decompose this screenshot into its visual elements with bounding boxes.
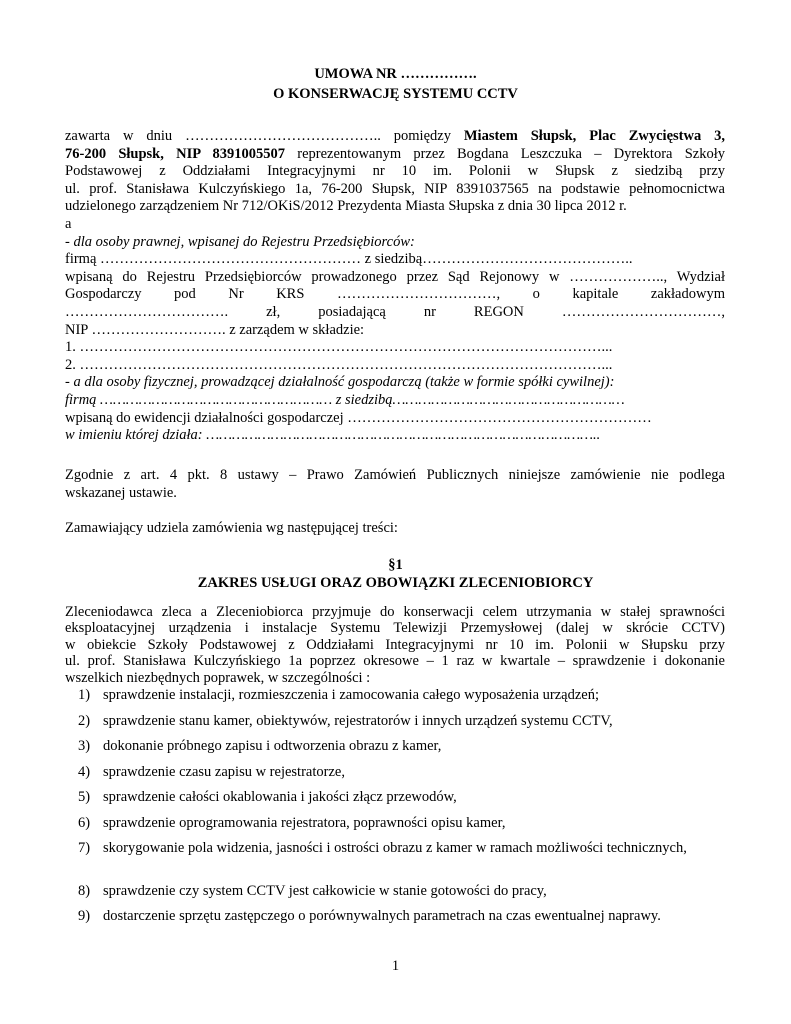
parties-text: zawarta w dniu ………………………………….. pomiędzy — [65, 128, 464, 144]
list-number: 5) — [78, 789, 91, 805]
page-number: 1 — [391, 958, 400, 974]
list-item — [78, 713, 730, 731]
list-item — [78, 687, 730, 705]
party-name-bold: Miastem Słupsk, Plac Zwycięstwa 3, — [463, 128, 725, 144]
parties-line: a — [65, 215, 72, 232]
list-number: 7) — [78, 840, 91, 856]
paragraph-line: ul. prof. Stanisława Kulczyńskiego 1a poprzez okresowe – 1 raz w kwartale – sprawdzenie i dokonanie — [65, 653, 725, 670]
fill-in-line: wpisaną do ewidencji działalności gospodarczej ……………………………………………………… — [65, 409, 652, 426]
list-number: 9) — [78, 908, 91, 924]
paragraph-line: w obiekcie Szkoły Podstawowej z Oddziałami Integracyjnymi nr 10 im. Polonii w Słupsku przy — [65, 636, 725, 653]
contract-title-number: UMOWA NR ……………. — [314, 66, 477, 82]
natural-person-heading: - a dla osoby fizycznej, prowadzącej działalność gospodarczą (także w formie spółki cywilnej): — [65, 374, 615, 391]
paragraph-line: eksploatacyjnej urządzenia i instalacje Systemu Telewizji Przemysłowej (dalej w skrócie CCTV) — [65, 620, 725, 637]
list-text: skorygowanie pola widzenia, jasności i ostrości obrazu z kamer w ramach możliwości technicznych, — [103, 840, 687, 856]
fill-in-line: firmą ……………………………………………… z siedzibą…………………………………….. — [65, 251, 633, 268]
list-item — [78, 908, 730, 926]
fill-in-line: Gospodarczy pod Nr KRS ……………………………, o kapitale zakładowym — [65, 286, 725, 303]
list-text: sprawdzenie stanu kamer, obiektywów, rejestratorów i innych urządzeń systemu CCTV, — [103, 713, 613, 729]
law-note-line: Zgodnie z art. 4 pkt. 8 ustawy – Prawo Zamówień Publicznych niniejsze zamówienie nie podlega — [65, 467, 725, 483]
law-note-line: wskazanej ustawie. — [65, 484, 177, 501]
board-member-line: 2. ………………………………………………………………………………………………... — [65, 356, 613, 373]
intro-line: Zamawiający udziela zamówienia wg następującej treści: — [65, 520, 398, 536]
intro-text — [65, 520, 725, 538]
legal-person-heading: - dla osoby prawnej, wpisanej do Rejestru Przedsiębiorców: — [65, 233, 415, 250]
list-text: sprawdzenie czy system CCTV jest całkowicie w stanie gotowości do pracy, — [103, 883, 547, 899]
board-member-line: 1. ………………………………………………………………………………………………... — [65, 339, 613, 356]
list-item — [78, 764, 730, 782]
fill-in-line: wpisaną do Rejestru Przedsiębiorców prowadzonego przez Sąd Rejonowy w ……………….., Wydział — [65, 268, 725, 285]
parties-line: udzielonego zarządzeniem Nr 712/OKiS/2012 Prezydenta Miasta Słupska z dnia 30 lipca 2012 r. — [65, 198, 627, 215]
contract-title-subject: O KONSERWACJĘ SYSTEMU CCTV — [273, 86, 518, 102]
list-text: sprawdzenie instalacji, rozmieszczenia i zamocowania całego wyposażenia urządzeń; — [103, 687, 599, 703]
list-number: 2) — [78, 713, 91, 729]
list-number: 4) — [78, 764, 91, 780]
list-item — [78, 815, 730, 833]
list-text: sprawdzenie czasu zapisu w rejestratorze, — [103, 764, 345, 780]
party-address-bold: 76-200 Słupsk, NIP 8391005507 — [65, 145, 286, 162]
list-item — [78, 789, 730, 807]
list-item — [78, 738, 730, 756]
law-note — [65, 467, 725, 502]
fill-in-line: w imieniu której działa: ……………………………………………………………………………….. — [65, 427, 601, 444]
parties-line: ul. prof. Stanisława Kulczyńskiego 1a, 76-200 Słupsk, NIP 8391037565 na podstawie pełnomocnictwa — [65, 180, 725, 197]
list-text: dostarczenie sprzętu zastępczego o porównywalnych parametrach na czas ewentualnej naprawy. — [103, 908, 661, 924]
section-paragraph — [65, 604, 725, 686]
list-item — [78, 883, 730, 901]
fill-in-line: NIP ………………………. z zarządem w składzie: — [65, 321, 365, 338]
list-text: sprawdzenie całości okablowania i jakości złącz przewodów, — [103, 789, 457, 805]
list-number: 6) — [78, 815, 91, 831]
parties-text: reprezentowanym przez Bogdana Leszczuka – Dyrektora Szkoły — [285, 145, 725, 162]
paragraph-line: Zleceniodawca zleca a Zleceniobiorca przyjmuje do konserwacji celem utrzymania w stałej sprawności — [65, 604, 725, 620]
parties-line — [65, 128, 725, 146]
list-number: 8) — [78, 883, 91, 899]
list-item — [78, 840, 730, 858]
parties-line: Podstawowej z Oddziałami Integracyjnymi nr 10 im. Polonii w Słupsk z siedzibą przy — [65, 163, 725, 180]
section-title: ZAKRES USŁUGI ORAZ OBOWIĄZKI ZLECENIOBIORCY — [197, 575, 594, 591]
list-text: dokonanie próbnego zapisu i odtworzenia obrazu z kamer, — [103, 738, 442, 754]
parties-block — [65, 128, 725, 445]
paragraph-line: wszelkich niezbędnych poprawek, w szczególności : — [65, 669, 371, 686]
list-number: 3) — [78, 738, 91, 754]
list-text: sprawdzenie oprogramowania rejestratora, poprawności opisu kamer, — [103, 815, 506, 831]
parties-line — [65, 146, 725, 164]
fill-in-line: ……………………………. zł, posiadającą nr REGON ……………………………, — [65, 303, 725, 320]
fill-in-line: firmą ……………………………………………… z siedzibą……………………………………………… — [65, 391, 625, 408]
section-number: §1 — [388, 557, 403, 573]
list-number: 1) — [78, 687, 91, 703]
